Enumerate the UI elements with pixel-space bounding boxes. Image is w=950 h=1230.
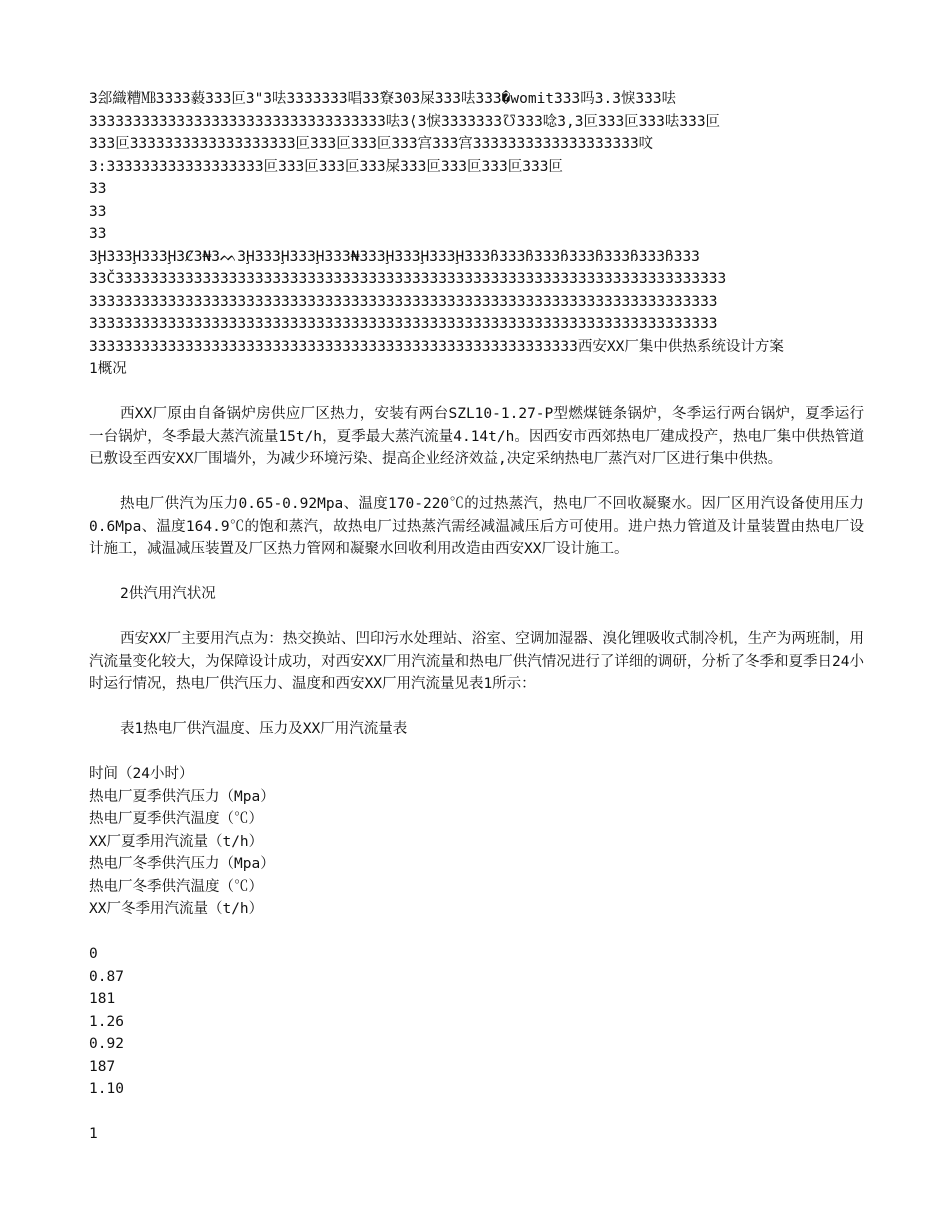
document-title-block <box>89 336 864 359</box>
garbled-line: 3:333333333333333333叵333叵333叵333屎333叵333叵333叵333叵 <box>89 158 563 175</box>
garbled-line: 333333333333333333333333333333333333333333333333333333333333333333333333 <box>89 293 718 310</box>
garbled-line: 3郐織糟㎆3333藙333叵3"3呿3333333唱33̂寮303屎333呿333�womit333吗3.3悷333呿 <box>89 91 677 107</box>
table-cell: 0.87 <box>89 968 124 985</box>
table-headers <box>89 763 864 921</box>
body-paragraph: 热电厂供汽为压力0.65-0.92Mpa、温度170-220℃的过热蒸汽，热电厂不回收凝聚水。因厂区用汽设备使用压力0.6Mpa、温度164.9℃的饱和蒸汽，故热电厂过热蒸汽需经减温减压后方可使用。进户热力管道及计量装置由热电厂设计施工，减温减压装置及厂区热力管网和凝聚水回收利用改造由西安XX厂设计施工。 <box>89 496 864 557</box>
table-row <box>89 943 864 1101</box>
garbled-line: 33 <box>89 226 107 242</box>
garbled-line: 3333333333333333333333333333333333呿3⟨3悷3333333℧333唸3,3叵333叵333呿333叵 <box>89 113 721 130</box>
table-cell: 0.92 <box>89 1036 124 1052</box>
garbled-prefix: 33333333333333333333333333333333333333333333333333333333 <box>89 338 578 355</box>
table-header-cell: 热电厂夏季供汽温度（℃） <box>89 811 263 827</box>
body-paragraph: 西安XX厂主要用汽点为：热交换站、凹印污水处理站、浴室、空调加湿器、溴化锂吸收式制冷机，生产为两班制，用汽流量变化较大，为保障设计成功，对西安XX厂用汽流量和热电厂供汽情况进行了详细的调研，分析了冬季和夏季日24小时运行情况，热电厂供汽压力、温度和西安XX厂用汽流量见表1所示： <box>89 631 864 692</box>
document-title: 西安XX厂集中供热系统设计方案 <box>577 338 784 355</box>
table-cell: 1 <box>89 1126 98 1142</box>
table-cell: 181 <box>89 991 116 1007</box>
table-header-cell: 热电厂冬季供汽压力（Mpa） <box>89 856 275 872</box>
garbled-line: 33 <box>89 203 107 220</box>
table-header-cell: 热电厂冬季供汽温度（℃） <box>89 878 263 895</box>
garbled-line: 333叵3333333333333333333叵333叵333叵333宫333宫3333333333333333333呅 <box>89 136 654 152</box>
garbled-line: 33Č3333333333333333333333333333333333333333333333333333333333333333333333 <box>89 271 727 287</box>
table-header-cell: 热电厂夏季供汽压力（Mpa） <box>89 788 275 805</box>
table-caption: 表1热电厂供汽温度、压力及XX厂用汽流量表 <box>120 721 408 737</box>
garbled-line: 3Ḩ333Ḩ333Ḩ3Ȼ3₦3ᨓ3Ḩ333Ḩ333Ḩ333₦333Ḩ333Ḩ333Ḩ333ჩ333ჩ333ჩ333ჩ333ჩ333ჩ333 <box>89 248 700 265</box>
table-cell: 0 <box>89 946 98 962</box>
section-heading: 2供汽用汽状况 <box>120 586 216 602</box>
document-page <box>89 88 864 1146</box>
body-paragraph: 西XX厂原由自备锅炉房供应厂区热力，安装有两台SZL10-1.27-P型燃煤链条锅炉，冬季运行两台锅炉，夏季运行一台锅炉，冬季最大蒸汽流量15t/h，夏季最大蒸汽流量4.14t/h。因西安市西郊热电厂建成投产，热电厂集中供热管道已敷设至西安XX厂围墙外，为减少环境污染、提高企业经济效益,决定采纳热电厂蒸汽对厂区进行集中供热。 <box>89 406 864 467</box>
table-cell: 1.26 <box>89 1013 124 1030</box>
section-heading: 1概况 <box>89 361 127 377</box>
garbled-line: 333333333333333333333333333333333333333333333333333333333333333333333333 <box>89 316 718 332</box>
table-header-cell: 时间（24小时） <box>89 766 194 782</box>
table-cell: 1.10 <box>89 1081 124 1097</box>
table-header-cell: XX厂冬季用汽流量（t/h） <box>89 901 264 917</box>
garbled-line: 33 <box>89 181 107 197</box>
table-cell: 187 <box>89 1058 116 1075</box>
table-header-cell: XX厂夏季用汽流量（t/h） <box>89 833 264 850</box>
